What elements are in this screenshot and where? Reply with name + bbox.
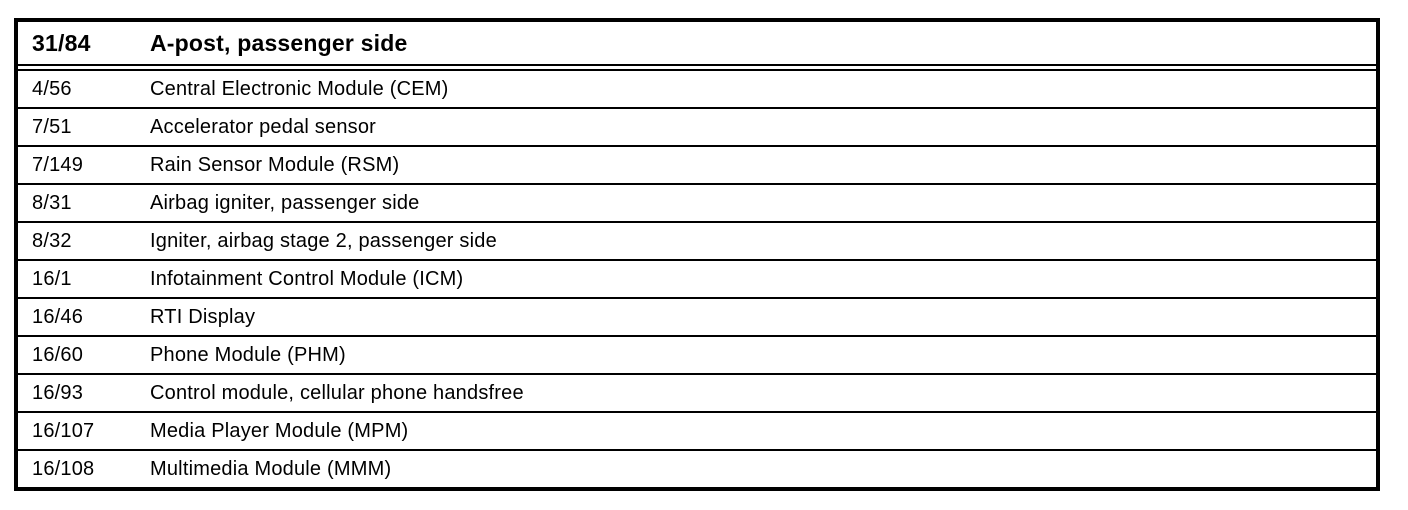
component-code: 16/93 <box>32 381 84 404</box>
component-code: 16/107 <box>32 419 95 442</box>
table-row <box>18 69 1376 107</box>
table-row <box>18 335 1376 373</box>
table-row <box>18 183 1376 221</box>
component-description: Media Player Module (MPM) <box>150 419 409 442</box>
component-description: Control module, cellular phone handsfree <box>150 381 524 404</box>
component-code: 16/108 <box>32 457 95 480</box>
component-description: Rain Sensor Module (RSM) <box>150 153 400 176</box>
component-code: 8/32 <box>32 229 72 252</box>
table-row <box>18 449 1376 487</box>
table-row <box>18 221 1376 259</box>
table-row <box>18 411 1376 449</box>
component-code: 8/31 <box>32 191 72 214</box>
table-row <box>18 373 1376 411</box>
component-code: 16/1 <box>32 267 72 290</box>
table-row <box>18 107 1376 145</box>
table-row <box>18 145 1376 183</box>
component-code: 4/56 <box>32 77 72 100</box>
component-description: Airbag igniter, passenger side <box>150 191 420 214</box>
component-description: Accelerator pedal sensor <box>150 115 377 138</box>
component-code: 16/60 <box>32 343 84 366</box>
component-code: 7/51 <box>32 115 72 138</box>
component-description: RTI Display <box>150 305 256 328</box>
component-description: Multimedia Module (MMM) <box>150 457 392 480</box>
table-header-row <box>18 22 1376 64</box>
table-row <box>18 297 1376 335</box>
component-description: Igniter, airbag stage 2, passenger side <box>150 229 497 252</box>
component-code: 16/46 <box>32 305 84 328</box>
component-description: Central Electronic Module (CEM) <box>150 77 449 100</box>
component-description: Phone Module (PHM) <box>150 343 346 366</box>
header-title: A-post, passenger side <box>150 29 408 56</box>
header-component-code: 31/84 <box>32 29 91 56</box>
component-description: Infotainment Control Module (ICM) <box>150 267 464 290</box>
component-table <box>14 18 1380 491</box>
table-row <box>18 259 1376 297</box>
component-code: 7/149 <box>32 153 84 176</box>
